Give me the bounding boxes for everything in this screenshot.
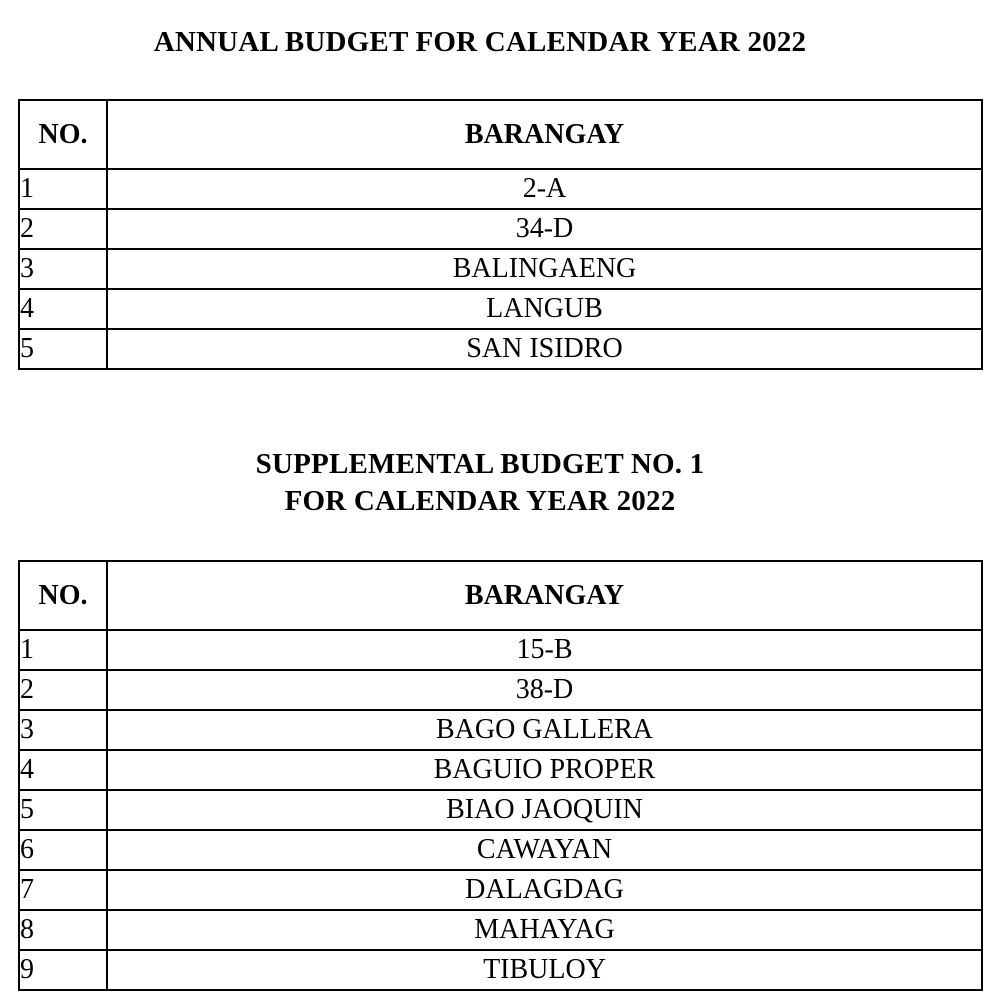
row-number: 9 — [19, 950, 107, 990]
row-number: 5 — [19, 329, 107, 369]
row-number: 6 — [19, 830, 107, 870]
table-row — [19, 630, 982, 670]
table-header-row — [19, 100, 982, 169]
barangay-name: SAN ISIDRO — [107, 329, 982, 369]
barangay-name: DALAGDAG — [107, 870, 982, 910]
barangay-name: MAHAYAG — [107, 910, 982, 950]
row-number: 4 — [19, 289, 107, 329]
barangay-name: BIAO JAOQUIN — [107, 790, 982, 830]
table-row — [19, 249, 982, 289]
table-row — [19, 209, 982, 249]
row-number: 3 — [19, 249, 107, 289]
barangay-name: 38-D — [107, 670, 982, 710]
supplemental-title-line2: FOR CALENDAR YEAR 2022 — [284, 485, 676, 517]
table-row — [19, 870, 982, 910]
table-row — [19, 289, 982, 329]
column-header-no: NO. — [19, 100, 107, 169]
table-row — [19, 710, 982, 750]
barangay-name: BAGO GALLERA — [107, 710, 982, 750]
row-number: 2 — [19, 670, 107, 710]
table-row — [19, 910, 982, 950]
barangay-name: BAGUIO PROPER — [107, 750, 982, 790]
table-row — [19, 670, 982, 710]
row-number: 5 — [19, 790, 107, 830]
row-number: 1 — [19, 169, 107, 209]
row-number: 7 — [19, 870, 107, 910]
annual-budget-title: ANNUAL BUDGET FOR CALENDAR YEAR 2022 — [153, 26, 807, 58]
supplemental-budget-table — [18, 560, 983, 991]
table-row — [19, 830, 982, 870]
column-header-barangay: BARANGAY — [107, 561, 982, 630]
column-header-barangay: BARANGAY — [107, 100, 982, 169]
table-row — [19, 169, 982, 209]
table-row — [19, 950, 982, 990]
column-header-no: NO. — [19, 561, 107, 630]
annual-budget-table — [18, 99, 983, 370]
row-number: 4 — [19, 750, 107, 790]
table-row — [19, 790, 982, 830]
barangay-name: CAWAYAN — [107, 830, 982, 870]
barangay-name: BALINGAENG — [107, 249, 982, 289]
barangay-name: LANGUB — [107, 289, 982, 329]
row-number: 8 — [19, 910, 107, 950]
row-number: 1 — [19, 630, 107, 670]
table-row — [19, 329, 982, 369]
table-header-row — [19, 561, 982, 630]
barangay-name: 15-B — [107, 630, 982, 670]
supplemental-budget-title — [0, 446, 960, 520]
table-row — [19, 750, 982, 790]
supplemental-title-line1: SUPPLEMENTAL BUDGET NO. 1 — [255, 448, 705, 480]
row-number: 3 — [19, 710, 107, 750]
barangay-name: TIBULOY — [107, 950, 982, 990]
barangay-name: 2-A — [107, 169, 982, 209]
row-number: 2 — [19, 209, 107, 249]
barangay-name: 34-D — [107, 209, 982, 249]
